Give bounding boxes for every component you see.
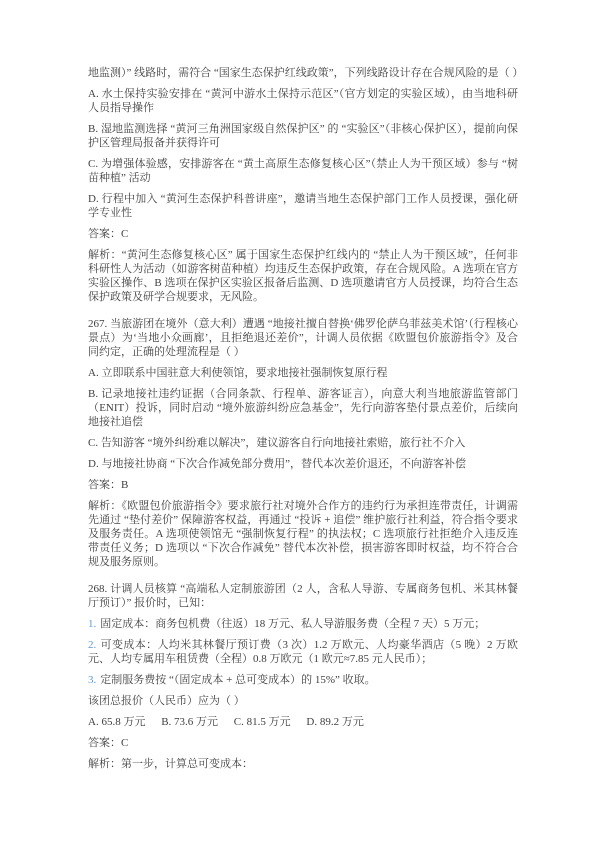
list-item-text: 固定成本：商务包机费（往返）18 万元、私人导游服务费（全程 7 天）5 万元； <box>100 618 486 630</box>
option-b: B. 湿地监测选择 “黄河三角洲国家级自然保护区” 的 “实验区”（非核心保护区），提前向保护区管理局报备并获得许可 <box>88 123 518 149</box>
option-b: B. 73.6 万元 <box>161 716 219 728</box>
answer-line: 答案：B <box>88 479 129 491</box>
question-stem: 267. 当旅游团在境外（意大利）遭遇 “地接社擅自替换‘佛罗伦萨乌菲兹美术馆’（行程核心景点）为‘当地小众画廊’，且拒绝退还差价”，计调人员依据《欧盟包价旅游指令》及合同约定，正确的处理流程是（ ） <box>88 318 518 358</box>
list-item-text: 定制服务费按 “（固定成本 + 总可变成本）的 15%” 收取。 <box>100 674 376 686</box>
option-c: C. 告知游客 “境外纠纷难以解决”，建议游客自行向地接社索赔，旅行社不介入 <box>88 437 466 449</box>
list-number: 1. <box>88 618 97 630</box>
answer-line: 答案：C <box>88 737 129 749</box>
analysis-paragraph: 解析：《欧盟包价旅游指令》要求旅行社对境外合作方的违约行为承担连带责任，计调需先通过 “垫付差价” 保障游客权益，再通过 “投诉 + 追偿” 维护旅行社利益，符合指令要求及服务责任。A 选项使领馆无 “强制恢复行程” 的执法权；C 选项旅行社拒绝介入违反连带责任义务；D 选项以 “下次合作减免” 替代本次补偿，损害游客即时权益，均不符合合规及服务原则。 <box>88 500 518 568</box>
option-b: B. 记录地接社违约证据（合同条款、行程单、游客证言），向意大利当地旅游监管部门（ENIT）投诉，同时启动 “境外旅游纠纷应急基金”，先行向游客垫付景点差价，后续向地接社追偿 <box>88 388 518 428</box>
option-d: D. 与地接社协商 “下次合作减免部分费用”，替代本次差价退还，不向游客补偿 <box>88 458 466 470</box>
option-d: D. 行程中加入 “黄河生态保护科普讲座”，邀请当地生态保护部门工作人员授课，强化研学专业性 <box>88 193 518 219</box>
list-number: 2. <box>88 639 97 651</box>
option-a: A. 立即联系中国驻意大利使领馆，要求地接社强制恢复原行程 <box>88 367 388 379</box>
option-c: C. 为增强体验感，安排游客在 “黄土高原生态修复核心区”（禁止人为干预区域）参与 “树苗种植” 活动 <box>88 158 518 184</box>
option-a: A. 65.8 万元 <box>88 716 146 728</box>
option-c: C. 81.5 万元 <box>233 716 291 728</box>
options-row <box>88 715 518 729</box>
page-content <box>88 66 524 784</box>
question-stem-continued: 地监测）” 线路时，需符合 “国家生态保护红线政策”，下列线路设计存在合规风险的是（ ） <box>88 67 524 79</box>
list-item-3 <box>88 673 518 687</box>
question-267 <box>88 317 518 569</box>
option-a: A. 水土保持实验安排在 “黄河中游水土保持示范区”（官方划定的实验区域），由当地科研人员指导操作 <box>88 88 518 114</box>
question-line: 该团总报价（人民币）应为（ ） <box>88 695 245 707</box>
question-268 <box>88 582 518 771</box>
analysis-paragraph: 解析：“黄河生态修复核心区” 属于国家生态保护红线内的 “禁止人为干预区域”，任何非科研性人为活动（如游客树苗种植）均违反生态保护政策，存在合规风险。A 选项在官方实验区操作、B 选项在保护区实验区报备后监测、D 选项邀请官方人员授课，均符合生态保护政策及研学合规要求，无风险。 <box>88 249 518 303</box>
list-item-1 <box>88 617 518 631</box>
list-item-2 <box>88 638 518 666</box>
list-number: 3. <box>88 674 97 686</box>
list-item-text: 可变成本：人均米其林餐厅预订费（3 次）1.2 万欧元、人均豪华酒店（5 晚）2 万欧元、人均专属用车租赁费（全程）0.8 万欧元（1 欧元≈7.85 元人民币）； <box>88 639 518 665</box>
option-d: D. 89.2 万元 <box>306 716 364 728</box>
analysis-paragraph: 解析：第一步，计算总可变成本： <box>88 758 253 770</box>
answer-line: 答案：C <box>88 228 129 240</box>
question-266-continued <box>88 66 524 304</box>
question-stem: 268. 计调人员核算 “高端私人定制旅游团（2 人，含私人导游、专属商务包机、米其林餐厅预订）” 报价时，已知： <box>88 583 518 609</box>
